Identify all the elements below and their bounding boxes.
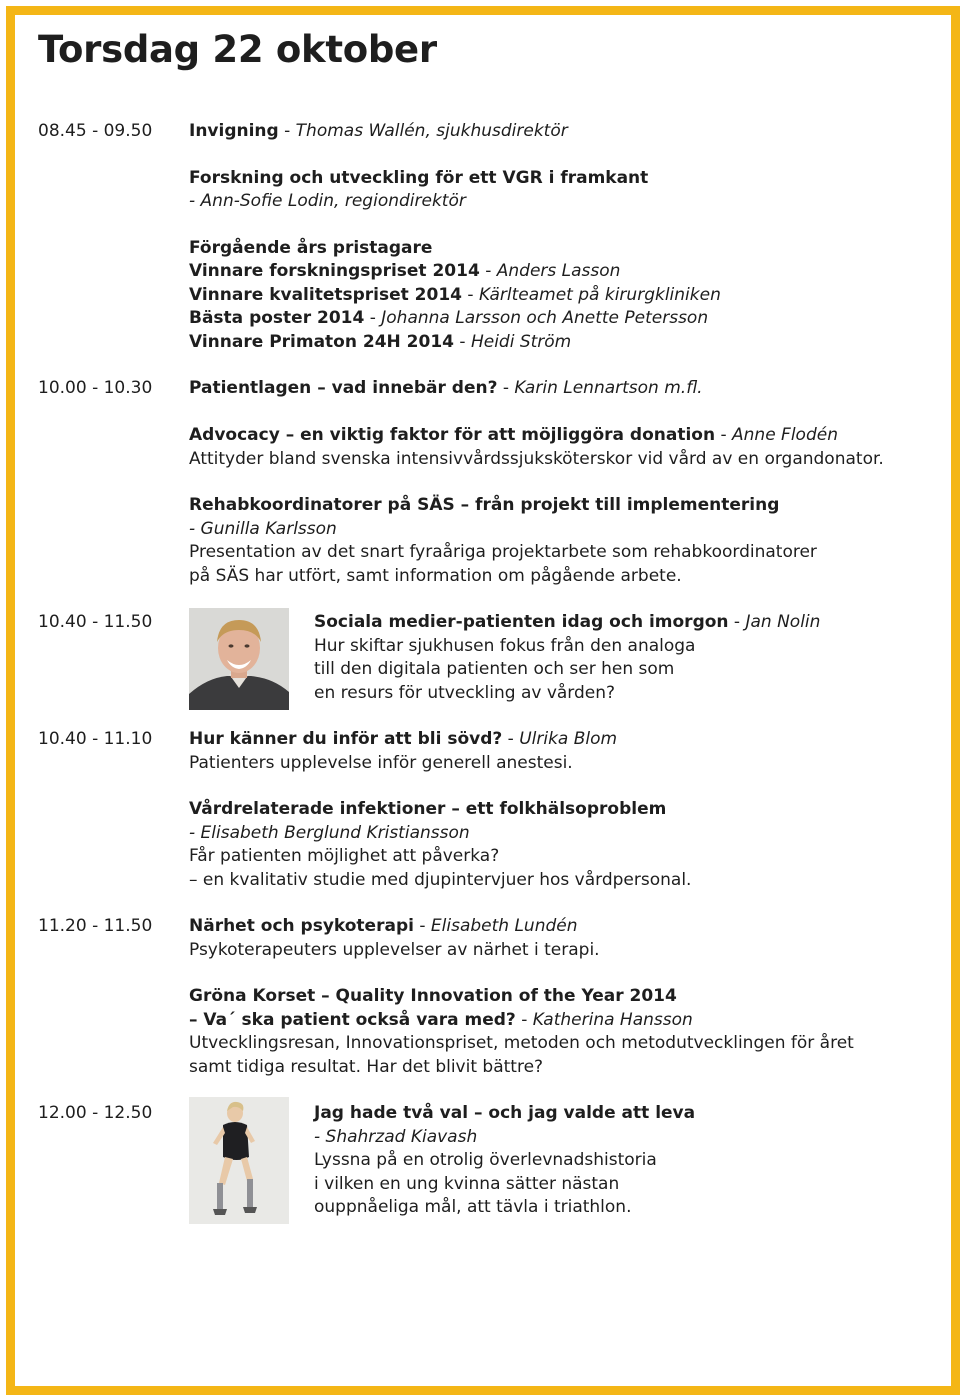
winner-line	[189, 283, 721, 307]
speaker: Thomas Wallén, sjukhusdirektör	[295, 121, 568, 141]
speaker: Ulrika Blom	[519, 729, 618, 749]
session-line	[189, 914, 578, 938]
session-description: Patienters upplevelse inför generell anestesi.	[189, 753, 573, 773]
session-description: ouppnåeliga mål, att tävla i triathlon.	[314, 1197, 632, 1217]
speaker: - Shahrzad Kiavash	[314, 1127, 478, 1147]
session-description: Attityder bland svenska intensivvårdssjuksköterskor vid vård av en organdonator.	[189, 449, 884, 469]
session-title: Advocacy – en viktig faktor för att möjliggöra donation	[189, 425, 716, 445]
session-title: Vårdrelaterade infektioner – ett folkhälsoproblem	[189, 799, 667, 819]
separator: -	[278, 121, 296, 141]
separator: -	[479, 261, 497, 281]
session-line	[314, 610, 820, 634]
session-title: Jag hade två val – och jag valde att leva	[314, 1103, 696, 1123]
session-description: Utvecklingsresan, Innovationspriset, metoden och metodutvecklingen för året	[189, 1033, 854, 1053]
winner-name: Heidi Ström	[470, 332, 572, 352]
session-description: på SÄS har utfört, samt information om pågående arbete.	[189, 566, 682, 586]
session-description: Lyssna på en otrolig överlevnadshistoria	[314, 1150, 657, 1170]
winner-line	[189, 259, 620, 283]
separator: -	[728, 612, 746, 632]
session-description: Presentation av det snart fyraåriga projektarbete som rehabkoordinatorer	[189, 542, 817, 562]
session-subtitle: – Va´ ska patient också vara med?	[189, 1010, 516, 1030]
speaker-photo-jan-nolin	[189, 608, 289, 710]
session-title: Invigning	[189, 121, 279, 141]
separator: -	[364, 308, 382, 328]
time-slot: 10.40 - 11.50	[38, 612, 153, 632]
time-slot: 10.40 - 11.10	[38, 729, 153, 749]
session-line	[189, 423, 838, 447]
session-line	[189, 1008, 693, 1032]
session-description: Får patienten möjlighet att påverka?	[189, 846, 500, 866]
session-description: Psykoterapeuters upplevelser av närhet i terapi.	[189, 940, 600, 960]
session-description: till den digitala patienten och ser hen som	[314, 659, 675, 679]
winner-name: Johanna Larsson och Anette Petersson	[381, 308, 709, 328]
time-slot: 12.00 - 12.50	[38, 1103, 153, 1123]
session-description: en resurs för utveckling av vården?	[314, 683, 616, 703]
award-label: Bästa poster 2014	[189, 308, 365, 328]
session-title: Forskning och utveckling för ett VGR i framkant	[189, 168, 649, 188]
session-description: Hur skiftar sjukhusen fokus från den analoga	[314, 636, 696, 656]
session-title: Gröna Korset – Quality Innovation of the Year 2014	[189, 986, 677, 1006]
speaker: Elisabeth Lundén	[430, 916, 578, 936]
time-slot: 11.20 - 11.50	[38, 916, 153, 936]
speaker: - Ann-Sofie Lodin, regiondirektör	[189, 191, 466, 211]
speaker-photo-shahrzad-kiavash	[189, 1097, 289, 1224]
speaker: Katherina Hansson	[532, 1010, 693, 1030]
winner-line	[189, 330, 571, 354]
separator: -	[497, 378, 515, 398]
award-label: Vinnare Primaton 24H 2014	[189, 332, 454, 352]
speaker: Anne Flodén	[732, 425, 838, 445]
separator: -	[515, 1010, 533, 1030]
award-label: Vinnare forskningspriset 2014	[189, 261, 480, 281]
separator: -	[502, 729, 520, 749]
winner-line	[189, 306, 708, 330]
speaker: - Elisabeth Berglund Kristiansson	[189, 823, 470, 843]
session-title: Sociala medier-patienten idag och imorgon	[314, 612, 729, 632]
separator: -	[462, 285, 479, 305]
session-description: i vilken en ung kvinna sätter nästan	[314, 1174, 620, 1194]
speaker: Karin Lennartson m.fl.	[514, 378, 703, 398]
time-slot: 08.45 - 09.50	[38, 121, 153, 141]
session-title: Hur känner du inför att bli sövd?	[189, 729, 503, 749]
session-line	[189, 376, 703, 400]
speaker: - Gunilla Karlsson	[189, 519, 337, 539]
session-title: Närhet och psykoterapi	[189, 916, 414, 936]
session-line	[189, 727, 617, 751]
section-heading: Förgående års pristagare	[189, 238, 433, 258]
time-slot: 10.00 - 10.30	[38, 378, 153, 398]
portrait-man-icon	[189, 608, 289, 710]
separator: -	[454, 332, 471, 352]
speaker: Jan Nolin	[745, 612, 821, 632]
portrait-woman-icon	[189, 1097, 289, 1224]
page-title: Torsdag 22 oktober	[38, 28, 437, 71]
session-description: – en kvalitativ studie med djupintervjuer hos vårdpersonal.	[189, 870, 692, 890]
separator: -	[413, 916, 431, 936]
award-label: Vinnare kvalitetspriset 2014	[189, 285, 462, 305]
session-title: Rehabkoordinatorer på SÄS – från projekt till implementering	[189, 495, 780, 515]
winner-name: Kärlteamet på kirurgkliniken	[478, 285, 721, 305]
session-description: samt tidiga resultat. Har det blivit bättre?	[189, 1057, 544, 1077]
session-title: Patientlagen – vad innebär den?	[189, 378, 498, 398]
session-line	[189, 119, 568, 143]
winner-name: Anders Lasson	[496, 261, 621, 281]
separator: -	[715, 425, 733, 445]
